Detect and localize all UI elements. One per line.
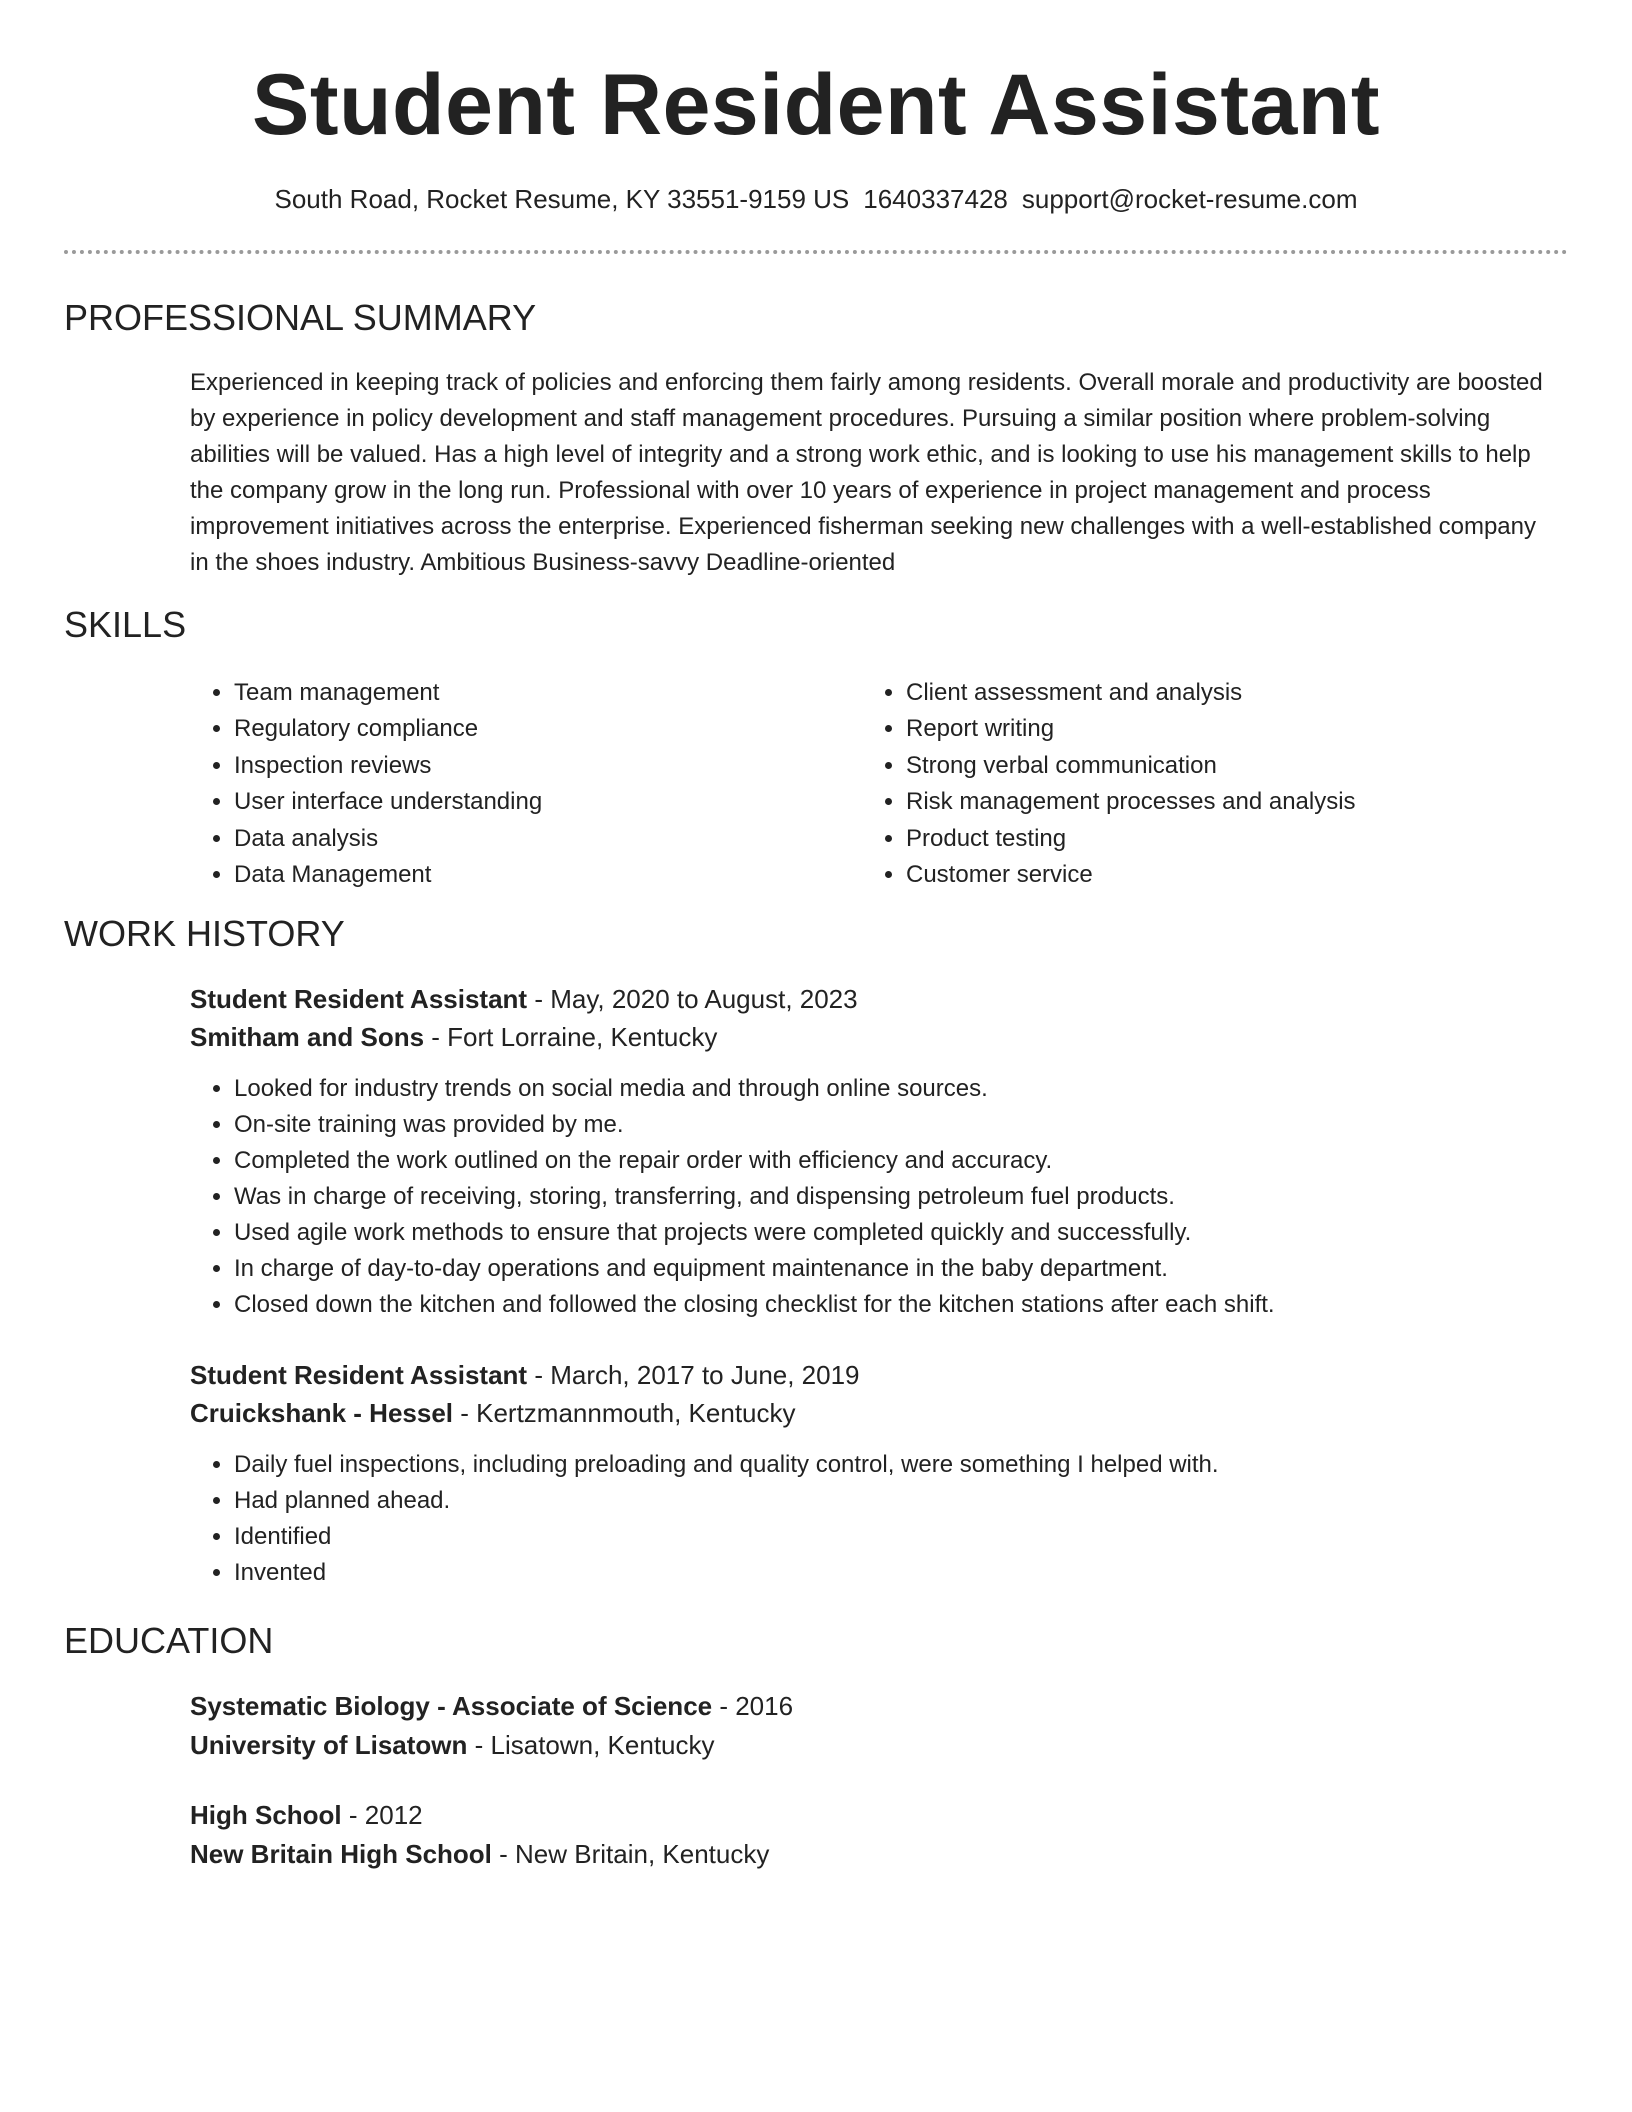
school-location: - New Britain, Kentucky (491, 1839, 770, 1869)
skill-item: • Report writing (906, 711, 1356, 747)
job-company-line (190, 1018, 717, 1056)
skill-item: • Data Management (234, 857, 542, 893)
school-line (190, 1726, 715, 1764)
school-location: - Lisatown, Kentucky (467, 1730, 715, 1760)
contact-email: support@rocket-resume.com (1021, 184, 1358, 214)
job-dates: - March, 2017 to June, 2019 (527, 1360, 860, 1390)
school-name: New Britain High School (190, 1839, 492, 1869)
job-bullet: • Used agile work methods to ensure that projects were completed quickly and successfully. (234, 1215, 1574, 1251)
job-location: - Fort Lorraine, Kentucky (424, 1022, 718, 1052)
job-title-line (190, 1356, 860, 1394)
job-bullet: • Completed the work outlined on the repair order with efficiency and accuracy. (234, 1143, 1574, 1179)
job-title: Student Resident Assistant (190, 984, 528, 1014)
contact-phone: 1640337428 (863, 184, 1008, 214)
degree-line (190, 1796, 423, 1834)
skill-item: • User interface understanding (234, 784, 542, 820)
skill-item: • Strong verbal communication (906, 748, 1356, 784)
job-bullet: • Invented (234, 1555, 1574, 1591)
job-bullet: • On-site training was provided by me. (234, 1107, 1574, 1143)
resume-name: Student Resident Assistant (252, 57, 1380, 153)
job-company-line (190, 1394, 796, 1432)
school-line (190, 1835, 769, 1873)
skills-list-right (862, 675, 1356, 893)
contact-line (0, 181, 1632, 217)
job-bullet: • Closed down the kitchen and followed the closing checklist for the kitchen stations after each shift. (234, 1287, 1574, 1323)
skills-heading: SKILLS (64, 604, 187, 645)
skills-list-left (190, 675, 542, 893)
job-company: Smitham and Sons (190, 1022, 425, 1052)
job-title: Student Resident Assistant (190, 1360, 528, 1390)
skill-item: • Client assessment and analysis (906, 675, 1356, 711)
job-company: Cruickshank - Hessel (190, 1398, 454, 1428)
skill-item: • Product testing (906, 821, 1356, 857)
job-bullet: • Identified (234, 1519, 1574, 1555)
skill-item: • Customer service (906, 857, 1356, 893)
job-bullet: • Had planned ahead. (234, 1483, 1574, 1519)
skill-item: • Data analysis (234, 821, 542, 857)
skill-item: • Risk management processes and analysis (906, 784, 1356, 820)
job-bullet: • In charge of day-to-day operations and equipment maintenance in the baby department. (234, 1251, 1574, 1287)
job-location: - Kertzmannmouth, Kentucky (453, 1398, 796, 1428)
degree-name: High School (190, 1800, 342, 1830)
school-name: University of Lisatown (190, 1730, 468, 1760)
contact-address: South Road, Rocket Resume, KY 33551-9159 US (274, 184, 850, 214)
job-bullet: • Looked for industry trends on social media and through online sources. (234, 1071, 1574, 1107)
skill-item: • Inspection reviews (234, 748, 542, 784)
job-title-line (190, 980, 858, 1018)
degree-name: Systematic Biology - Associate of Science (190, 1691, 713, 1721)
degree-year: - 2016 (712, 1691, 794, 1721)
degree-line (190, 1687, 793, 1725)
job-bullets (190, 1447, 1574, 1591)
summary-text: Experienced in keeping track of policies and enforcing them fairly among residents. Overall morale and productivity are boosted by experience in policy development and staff management procedures. Pursuing a similar position where problem-solving abilities will be valued. Has a high level of integrity and a strong work ethic, and is looking to use his management skills to help the company grow in the long run. Professional with over 10 years of experience in project management and process improvement initiatives across the enterprise. Experienced fisherman seeking new challenges with a well-established company in the shoes industry. Ambitious Business-savvy Deadline-oriented (190, 369, 1543, 576)
job-bullets (190, 1071, 1574, 1323)
job-bullet: • Daily fuel inspections, including preloading and quality control, were something I helped with. (234, 1447, 1574, 1483)
work-heading: WORK HISTORY (64, 913, 345, 954)
summary-heading: PROFESSIONAL SUMMARY (64, 297, 537, 338)
job-dates: - May, 2020 to August, 2023 (527, 984, 858, 1014)
header-divider (64, 250, 1568, 254)
skill-item: • Team management (234, 675, 542, 711)
degree-year: - 2012 (341, 1800, 423, 1830)
job-bullet: • Was in charge of receiving, storing, transferring, and dispensing petroleum fuel products. (234, 1179, 1574, 1215)
skill-item: • Regulatory compliance (234, 711, 542, 747)
education-heading: EDUCATION (64, 1620, 274, 1661)
